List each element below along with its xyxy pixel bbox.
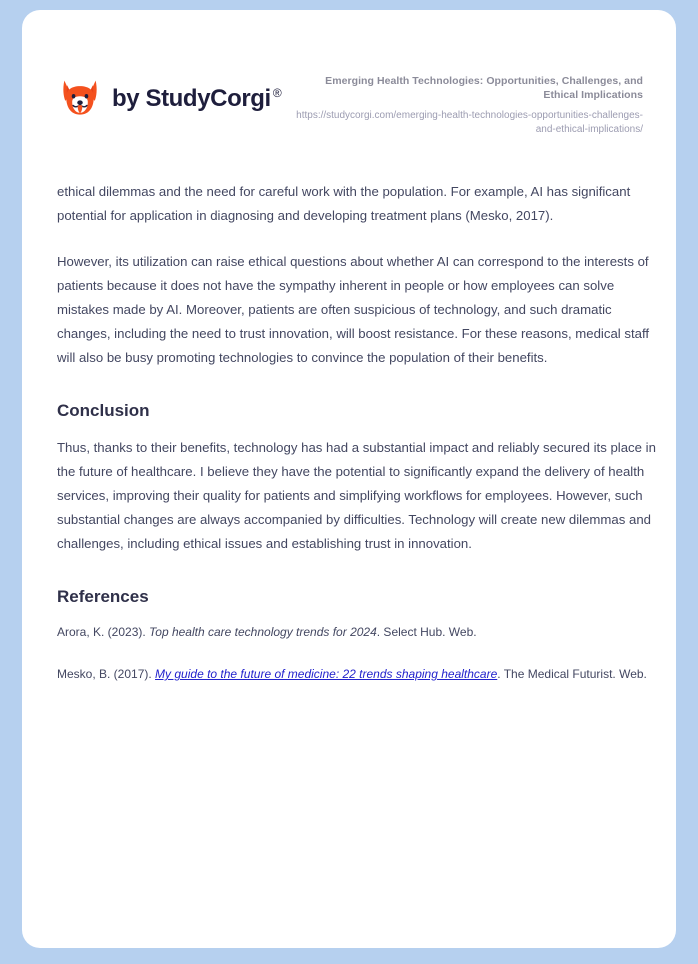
corgi-logo-icon (57, 76, 103, 122)
document-title: Emerging Health Technologies: Opportunities, Challenges, and Ethical Implications (325, 75, 643, 101)
registered-trademark-icon: ® (272, 86, 282, 100)
paragraph: ethical dilemmas and the need for careful work with the population. For example, AI has significant potential for application in diagnosing and developing treatment plans (Mesko, 2017). (57, 184, 631, 223)
reference-item (57, 622, 657, 642)
section-heading-references: References (57, 587, 149, 606)
reference-author: Mesko, B. (2017). (57, 667, 156, 681)
brand-logo-group[interactable] (57, 62, 281, 122)
reference-title-link[interactable]: My guide to the future of medicine: 22 trends shaping healthcare (155, 667, 498, 681)
document-body (57, 180, 657, 706)
document-header (57, 62, 643, 144)
reference-source: . The Medical Futurist. Web. (497, 667, 647, 681)
document-page-card (22, 10, 676, 948)
reference-source: . Select Hub. Web. (376, 625, 477, 639)
paragraph: Thus, thanks to their benefits, technology has had a substantial impact and reliably secured its place in the future of healthcare. I believe they have the potential to significantly expand the delivery of health services, improving their quality for patients and simplifying workflows for employees. However, such substantial changes are always accompanied by difficulties. Technology will create new dilemmas and challenges, including ethical issues and establishing trust in innovation. (57, 440, 656, 551)
brand-wordmark (112, 85, 281, 113)
reference-author: Arora, K. (2023). (57, 625, 150, 639)
document-url[interactable]: https://studycorgi.com/emerging-health-technologies-opportunities-challenges-and-ethical-implications/ (296, 110, 643, 135)
reference-item (57, 664, 657, 684)
reference-title: Top health care technology trends for 2024 (149, 625, 377, 639)
section-heading-conclusion: Conclusion (57, 401, 150, 420)
header-meta (293, 62, 643, 136)
paragraph: However, its utilization can raise ethical questions about whether AI can correspond to the interests of patients because it does not have the sympathy inherent in people or how employees can solve mistakes made by AI. Moreover, patients are often suspicious of technology, and such dramatic changes, including the need to trust innovation, will boost resistance. For these reasons, medical staff will also be busy promoting technologies to convince the population of their benefits. (57, 254, 650, 365)
brand-wordmark-text: by StudyCorgi (112, 85, 271, 112)
